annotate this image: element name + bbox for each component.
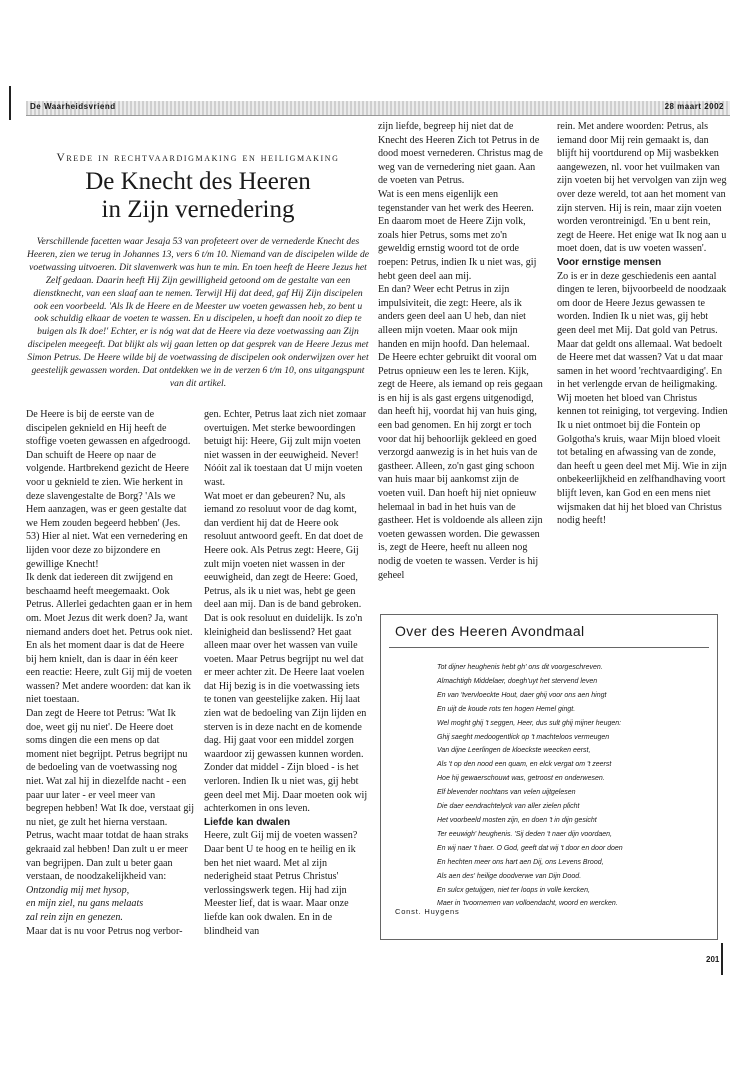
quote-line: Ontzondig mij met hysop, — [26, 884, 130, 896]
poem-line: Ghij saeght medoogentlick op 't machteloos vermeugen — [437, 733, 610, 741]
publication-name: De Waarheidsvriend — [30, 102, 116, 111]
poem-line: Maer in 'tvoornemen van volloendacht, woord en wercken. — [437, 900, 618, 908]
poem-line: Het voorbeeld mosten zijn, en doen 't in dijn gesicht — [437, 816, 597, 824]
page-corner-rule — [721, 943, 723, 975]
poem-line: Als 't op den nood een quam, en elck vergat om 't zeerst — [437, 761, 612, 769]
poem-line: Hoe hij gewaerschouwt was, getroost en onderwesen. — [437, 775, 605, 783]
quote-line: en mijn ziel, nu gans melaats — [26, 898, 144, 910]
paragraph: Heere, zult Gij mij de voeten wassen? Daar bent U te hoog en te heilig en ik ben het niet waard. Met al zijn nederigheid staat Petrus Christus' verlossingswerk tegen. Hij had zijn Meester lief, dat is waar. Maar onze liefde kan ook dwalen. En in de blindheid van — [204, 830, 358, 937]
poem-line: En wij naer 't haer. O God, geeft dat wij 't door en door doen — [437, 844, 623, 852]
poem-line: En hechten meer ons hart aen Dij, ons Levens Brood, — [437, 858, 604, 866]
running-header — [26, 101, 730, 116]
paragraph: Ik denk dat iedereen dit zwijgend en beschaamd heeft meegemaakt. Ook Petrus. Allerlei gedachten gaan er in hem om. Moet Jezus dit werk doen? Ja, want niemand anders doet het. Petrus ook niet. En als het moment daar is dat de Heere bij hem knielt, dan is daar in één keer een reactie: Heere, zult Gij mij de voeten wassen? Met andere woorden: dat kan ik niet toestaan. — [26, 572, 193, 706]
subheading: Liefde kan dwalen — [204, 816, 291, 828]
poem-line: Wel moght ghij 't seggen, Heer, dus sult ghij mijner heugen: — [437, 719, 622, 727]
paragraph: De Heere is bij de eerste van de discipelen geknield en Hij heeft de stoffige voeten gewassen en afgedroogd. Dan schuift de Heere op naar de volgende. Hartbrekend gezicht de Heere voor u geknield te zien. Wie herkent in deze slavengestalte de Borg? 'Als we Hem aanzagen, was er geen gestalte dat we Hem zouden begeerd hebben' (Jes. 53) Hier al niet. Wat een vernedering en lijden voor deze zo bijzondere en gewillige Knecht! — [26, 409, 191, 570]
article-title — [26, 168, 370, 224]
poem-line: En uijt de koude rots ten hogen Hemel gingt. — [437, 705, 576, 713]
paragraph: gen. Echter, Petrus laat zich niet zomaar overtuigen. Met sterke bewoordingen betuigt hij: Heere, Gij zult mijn voeten niet wassen in der eeuwigheid. Never! Nóóit zal ik toestaan dat U mijn voeten wast. — [204, 409, 367, 488]
poem-line: En van 'tvervloeckte Hout, daer ghij voor ons aen hingt — [437, 691, 607, 699]
paragraph: De Heere echter gebruikt dit vooral om Petrus opnieuw een les te leren. Kijk, zegt de Heere, als iemand op reis gegaan is en hij is als gast ergens uitgenodigd, dan heeft hij, voordat hij van huis ging, een bad genomen. En hij zorgt er toch voor dat hij behoorlijk gekleed en goed verzorgd aanwezig is in het huis van de gastheer. Alleen, zo'n gast ging schoon van huis maar bij aankomst zijn de voeten vuil. Dan hoeft hij niet opnieuw helemaal in bad in het huis van de gastheer. Het is voldoende als alleen zijn voeten gewassen worden. Die gewassen is, zegt de Heere, heeft nu alleen nog nodig de voeten te wassen. Verder is hij geheel — [378, 352, 543, 581]
poem-line: Tot dijner heughenis hebt gh' ons dit voorgeschreven. — [437, 664, 603, 671]
paragraph: zijn liefde, begreep hij niet dat de Knecht des Heeren Zich tot Petrus in de dood moest vernederen. Christus mag de weg van de vernedering niet gaan. Aan de voeten van Petrus. — [378, 121, 543, 187]
body-column-1 — [26, 408, 194, 938]
poem-text — [437, 661, 712, 911]
paragraph: Wij moeten het bloed van Christus kennen tot reiniging, tot vergeving. Indien Ik u niet ontmoet bij die Fontein op Golgotha's kruis, waar Mijn bloed vloeit tot betaling en afwassing van de zonde, dan heeft u geen deel met Mij. Wie in zijn onbekeerlijkheid en zelfhandhaving voort blijft leven, kan God en een mens niet wijsmaken dat hij het bloed van Christus nodig heeft! — [557, 392, 728, 527]
paragraph: Wat moet er dan gebeuren? Nu, als iemand zo resoluut voor de dag komt, dan verdient hij dat de Heere ook resoluut antwoord geeft. En dat doet de Heere ook. Als Petrus zegt: Heere, Gij zult mijn voeten niet wassen in der eeuwigheid, dan zegt de Heere: Goed, Petrus, als ik u niet was, hebt ge geen deel aan mij. Dan is de band gebroken. Dat is ook resoluut en duidelijk. Is zo'n kleinigheid dan beslissend? Het gaat alleen maar over het wassen van vuile voeten. Maar Petrus begrijpt nu wel dat er meer achter zit. De Heere laat voelen dat Hij bezig is in die voetwassing iets te tonen van geestelijke zaken. Hij laat zien wat de bedoeling van Zijn lijden en sterven is in deze nacht en de komende dag. Hij gaat voor een middel zorgen waardoor zij gewassen kunnen worden. Zonder dat middel - Zijn bloed - is het verloren. Indien Ik u niet was, gij hebt geen deel met Mij. Daar moeten ook wij achterkomen in ons leven. — [204, 490, 368, 815]
paragraph: Dan zegt de Heere tot Petrus: 'Wat Ik doe, weet gij nu niet'. De Heere doet soms dingen die een mens op dat moment niet begrijpt. Petrus begrijpt nu de bedoeling van de voetwassing nog niet. Wat zal hij in diezelfde nacht - een paar uur later - er veel meer van begrepen hebben! Wat Ik doe, verstaat gij nu niet, ge zult het hierna verstaan. Petrus, wacht maar totdat de haan straks gekraaid zal hebben! Dan zult u er meer van begrijpen. Dan zult u beter gaan verstaan, de noodzakelijkheid van: — [26, 708, 195, 883]
body-column-3 — [378, 120, 543, 582]
paragraph: Zo is er in deze geschiedenis een aantal dingen te leren, bijvoorbeeld de noodzaak om door de Heere Jezus gewassen te worden. Indien Ik u niet was, gij hebt geen deel met Mij. Dat gold van Petrus. Maar dat geldt ons allemaal. Wat bedoelt de Heere met dat wassen? Vat u dat maar samen in het woord 'rechtvaardiging'. En in het verlengde ervan de heiligmaking. — [557, 270, 727, 391]
page-number: 201 — [706, 955, 720, 964]
poem-line: En sulcx getuijgen, niet ter loops in volle kercken, — [437, 886, 590, 894]
poem-line: Elf blevender nochtans van velen uijtgelesen — [437, 789, 576, 797]
poem-box — [380, 614, 718, 940]
paragraph: En dan? Weer echt Petrus in zijn impulsiviteit, die zegt: Heere, als ik anders geen deel aan U heb, dan niet alleen mijn voeten. Maar ook mijn handen en mijn hoofd. Dan helemaal. — [378, 284, 530, 350]
poem-title: Over des Heeren Avondmaal — [395, 623, 585, 639]
body-column-4 — [557, 120, 728, 528]
poem-line: Die daer eendrachtelyck van aller zielen plicht — [437, 803, 580, 811]
quote-line: zal rein zijn en genezen. — [26, 911, 123, 923]
poem-line: Ter eeuwigh' heughenis. 'Sij deden 't naer dijn voordaen, — [437, 830, 612, 838]
article-title-line-2: in Zijn vernedering — [101, 196, 295, 223]
poem-line: Almachtigh Middelaer, doegh'uyt het stervend leven — [437, 677, 598, 685]
poem-line: Als aen des' heilige doodverwe van Dijn Dood. — [437, 872, 582, 880]
paragraph: Maar dat is nu voor Petrus nog verbor- — [26, 925, 183, 937]
poem-author: Const. Huygens — [395, 907, 460, 916]
article-title-line-1: De Knecht des Heeren — [85, 168, 311, 195]
poem-line: Van dijne Leerlingen de kloeckste weecken eerst, — [437, 747, 591, 755]
poem-divider — [389, 647, 709, 648]
paragraph: rein. Met andere woorden: Petrus, als iemand door Mij rein gemaakt is, dan blijft hij voortdurend op Mij wasbekken aangewezen, nl. voor het vuilmaken van zijn voeten bij het vervolgen van zijn weg over deze wereld, tot aan het moment van zijn sterven. Hij is rein, maar zijn voeten worden verontreinigd. 'En u bent rein, zegt de Heere. Het enige wat Ik nog aan u moet doen, dat is uw voeten wassen'. — [557, 121, 727, 255]
article-lead: Verschillende facetten waar Jesaja 53 van profeteert over de vernederde Knecht des Heeren, zien we terug in Johannes 13, vers 6 t/m 10. Niemand van de discipelen wilde de voetwassing uitvoeren. Dit slavenwerk was hun te min. En toen heeft de Heere Jezus het Zelf gedaan. Daarin heeft Hij Zijn gewilligheid getoond om de gestalte van een dienstknecht, van een slaaf aan te nemen. Terwijl Hij dat deed, gaf Hij Zijn discipelen ook een voorbeeld. 'Als Ik de Heere en de Meester uw voeten gewassen heb, zo bent u ook schuldig elkaar de voeten te wassen. En u discipelen, u hoeft dan nooit zo diep te buigen als Ik doe!' Echter, er is nóg wat dat de Heere via deze voetwassing aan Zijn discipelen meegeeft. Dat blijkt als wij gaan letten op dat gesprek van de Heere Jezus met Simon Petrus. De Heere wilde bij de voetwassing de discipelen ook onderwijzen over het geestelijk gewassen worden. Dat ontdekken we in de verzen 6 t/m 10, ons uitgangspunt van dit artikel. — [26, 236, 370, 389]
paragraph: Wat is een mens eigenlijk een tegenstander van het werk des Heeren. En daarom moet de Heere Zijn volk, zoals hier Petrus, soms met zo'n geweldig ernstig woord tot de orde roepen: Petrus, indien Ik u niet was, gij hebt geen deel aan mij. — [378, 188, 537, 282]
article-kicker: Vrede in rechtvaardigmaking en heiligmaking — [56, 152, 340, 164]
issue-date: 28 maart 2002 — [664, 102, 724, 111]
margin-rule — [9, 86, 11, 120]
subheading: Voor ernstige mensen — [557, 256, 662, 268]
body-column-2 — [204, 408, 368, 938]
